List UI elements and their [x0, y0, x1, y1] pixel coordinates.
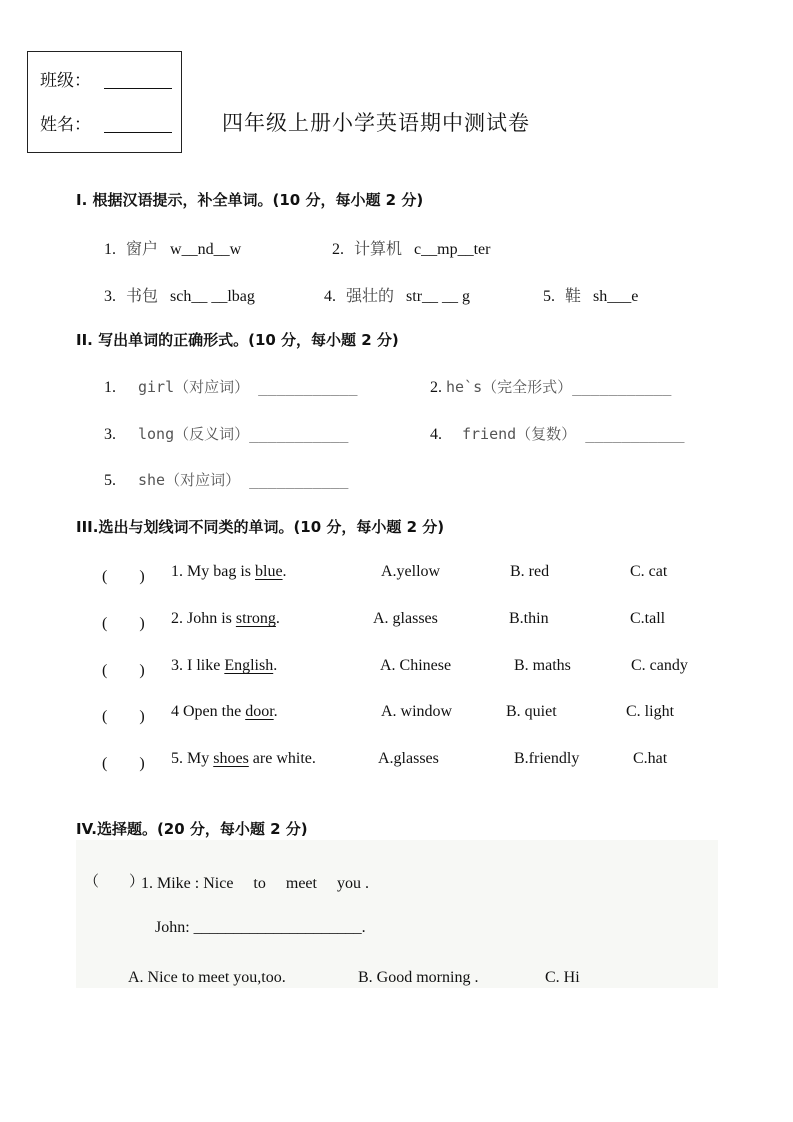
s1-item-num: 3.: [104, 288, 116, 305]
s3-paren[interactable]: ( ): [102, 708, 145, 725]
underlined-word: strong: [235, 610, 276, 627]
q-pre: 3. I like: [171, 657, 225, 674]
q-post: .: [273, 657, 278, 674]
s2-item-text: friend（复数） ___________: [462, 425, 685, 443]
section-3-heading: III.选出与划线词不同类的单词。(10 分，每小题 2 分): [76, 518, 445, 536]
s1-item-num: 1.: [104, 241, 116, 258]
q-post: are white.: [248, 750, 316, 767]
s4-paren[interactable]: （ ）: [84, 872, 145, 890]
s2-item-2: [430, 376, 671, 397]
s3-option-b: B. maths: [514, 657, 571, 674]
s2-item-text: he`s（完全形式）___________: [446, 378, 672, 396]
s1-item-word: str__ __ g: [406, 288, 471, 305]
s2-item-text: long（反义词）___________: [138, 425, 349, 443]
s1-item-4: [324, 283, 470, 306]
s3-option-b: B. red: [510, 563, 550, 580]
section-2-heading: II. 写出单词的正确形式。(10 分，每小题 2 分): [76, 331, 399, 349]
s1-item-num: 5.: [543, 288, 555, 305]
s3-question-5: [171, 750, 316, 768]
s3-option-a: A. glasses: [373, 610, 438, 627]
q-pre: 2. John is: [171, 610, 236, 627]
section-4-heading: IV.选择题。(20 分，每小题 2 分): [76, 820, 308, 838]
s1-item-word: sch__ __lbag: [170, 288, 255, 305]
q-post: .: [275, 610, 280, 627]
s1-item-cn: 书包: [126, 286, 159, 305]
s4-option-b: B. Good morning .: [358, 969, 479, 986]
s3-question-2: [171, 610, 280, 628]
underlined-word: English: [224, 657, 274, 674]
s4-option-c: C. Hi: [545, 969, 580, 986]
s3-question-4: [171, 703, 278, 721]
s3-option-b: B.friendly: [514, 750, 580, 767]
s3-question-3: [171, 657, 277, 675]
class-label: 班级：: [40, 71, 91, 91]
s3-option-a: A.yellow: [381, 563, 441, 580]
s3-option-a: A. window: [381, 703, 453, 720]
s2-item-num: 1.: [104, 379, 116, 396]
s1-item-num: 4.: [324, 288, 336, 305]
s3-option-c: C. light: [626, 703, 675, 720]
s2-item-text: girl（对应词） ___________: [138, 378, 358, 396]
s1-item-word: sh___e: [593, 288, 639, 305]
s2-item-3: [104, 423, 348, 444]
s1-item-num: 2.: [332, 241, 344, 258]
class-blank[interactable]: [104, 88, 172, 89]
s3-paren[interactable]: ( ): [102, 662, 145, 679]
s1-item-word: c__mp__ter: [414, 241, 491, 258]
s2-item-num: 4.: [430, 426, 442, 443]
s3-paren[interactable]: ( ): [102, 568, 145, 585]
s4-question-1: 1. Mike : Nice to meet you .: [141, 875, 369, 892]
s3-option-c: C. candy: [631, 657, 688, 674]
s2-item-1: [104, 376, 358, 397]
s3-option-b: B. quiet: [506, 703, 557, 720]
s3-option-a: A. Chinese: [380, 657, 452, 674]
s2-item-num: 3.: [104, 426, 116, 443]
s1-item-cn: 计算机: [354, 239, 403, 258]
underlined-word: blue: [255, 563, 283, 580]
underlined-word: door: [245, 703, 274, 720]
s2-item-num: 2.: [430, 379, 442, 396]
q-pre: 4 Open the: [171, 703, 246, 720]
s4-answer-line: John: _____________________.: [155, 919, 366, 936]
s1-item-cn: 窗户: [126, 239, 159, 258]
name-blank[interactable]: [104, 132, 172, 133]
s3-paren[interactable]: ( ): [102, 615, 145, 632]
s1-item-word: w__nd__w: [170, 241, 242, 258]
question-shaded-area: [76, 840, 718, 988]
section-1-heading: I. 根据汉语提示，补全单词。(10 分，每小题 2 分): [76, 191, 424, 209]
s2-item-num: 5.: [104, 472, 116, 489]
s2-item-4: [430, 423, 685, 444]
s1-item-5: [543, 283, 638, 306]
s1-item-3: [104, 283, 255, 306]
s3-question-1: [171, 563, 287, 581]
s4-option-a: A. Nice to meet you,too.: [128, 969, 286, 986]
q-post: .: [273, 703, 278, 720]
s2-item-5: [104, 469, 348, 490]
page-title: 四年级上册小学英语期中测试卷: [222, 111, 530, 135]
s3-paren[interactable]: ( ): [102, 755, 145, 772]
s1-item-cn: 鞋: [565, 286, 582, 305]
s3-option-b: B.thin: [509, 610, 549, 627]
underlined-word: shoes: [213, 750, 249, 767]
s3-option-c: C.hat: [633, 750, 668, 767]
s1-item-cn: 强壮的: [346, 286, 395, 305]
s2-item-text: she（对应词） ___________: [138, 471, 349, 489]
student-info-box: [27, 51, 182, 153]
name-label: 姓名：: [40, 115, 91, 135]
s3-option-c: C. cat: [630, 563, 668, 580]
s1-item-2: [332, 236, 490, 259]
q-post: .: [282, 563, 287, 580]
q-pre: 1. My bag is: [171, 563, 255, 580]
q-pre: 5. My: [171, 750, 214, 767]
s1-item-1: [104, 236, 241, 259]
s3-option-c: C.tall: [630, 610, 666, 627]
s3-option-a: A.glasses: [378, 750, 439, 767]
